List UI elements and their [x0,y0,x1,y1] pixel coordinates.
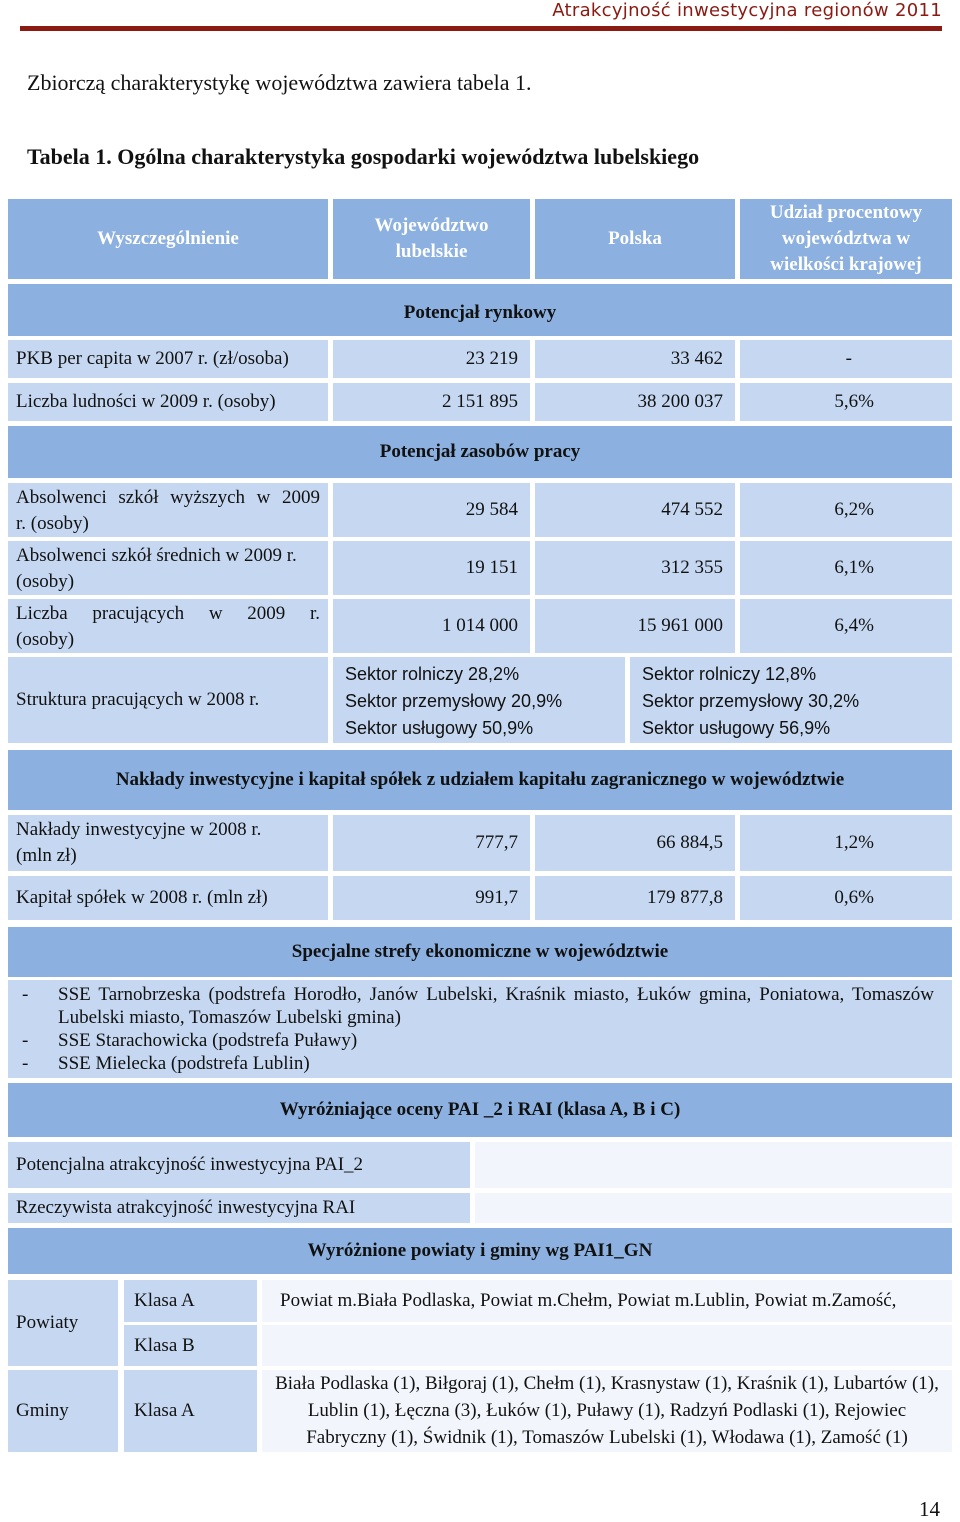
intro-text: Zbiorczą charakterystykę województwa zawiera tabela 1. [27,70,532,95]
column-header-wyszczegolnienie: Wyszczególnienie [8,199,328,279]
gminy-class-a-value: Biała Podlaska (1), Biłgoraj (1), Chełm (1), Krasnystaw (1), Kraśnik (1), Lubartów (1), Lublin (1), Łęczna (3), Łuków (1), Puławy (1), Radzyń Podlaski (1), Rejowiec Fabryczny (1), Świdnik (1), Tomaszów Lubelski (1), Włodawa (1), Zamość (1) [262,1370,952,1452]
row-higher-grads-region: 29 584 [333,483,530,537]
powiaty-class-b: Klasa B [124,1325,257,1366]
row-population-region: 2 151 895 [333,383,530,421]
row-higher-grads-poland: 474 552 [535,483,735,537]
row-employed-share: 6,4% [740,599,952,653]
gminy-label: Gminy [8,1370,118,1452]
structure-region-agri: Sektor rolniczy 28,2% [345,664,520,684]
row-label-employed-line2: (osoby) [16,629,75,650]
row-investment-poland: 66 884,5 [535,815,735,871]
row-label-pai2: Potencjalna atrakcyjność inwestycyjna PAI_2 [8,1142,470,1188]
row-investment-region: 777,7 [333,815,530,871]
row-rai-value [475,1193,952,1223]
row-secondary-grads-region: 19 151 [333,541,530,595]
row-label-employed [8,599,328,653]
row-pkb-share: - [740,340,952,378]
row-employed-region: 1 014 000 [333,599,530,653]
header-rule [20,26,942,31]
column-header-polska: Polska [535,199,735,279]
row-label-higher-grads [8,483,328,537]
row-secondary-grads-poland: 312 355 [535,541,735,595]
row-label-investment-line2: (mln zł) [16,845,77,866]
powiaty-label: Powiaty [8,1280,118,1366]
running-header-title: Atrakcyjność inwestycyjna regionów 2011 [552,0,942,21]
section-powiaty: Wyróżnione powiaty i gminy wg PAI1_GN [8,1228,952,1274]
row-label-pkb: PKB per capita w 2007 r. (zł/osoba) [8,340,328,378]
row-label-secondary-grads-line1: Absolwenci szkół średnich w 2009 r. [16,545,297,566]
row-investment-share: 1,2% [740,815,952,871]
structure-region-industry: Sektor przemysłowy 20,9% [345,691,563,711]
sse-item-starachowicka: - SSE Starachowicka (podstrefa Puławy) [22,1030,358,1051]
row-label-employed-line1: Liczba pracujących w 2009 r. [16,603,320,624]
row-label-structure: Struktura pracujących w 2008 r. [8,657,328,743]
row-population-share: 5,6% [740,383,952,421]
section-labor: Potencjał zasobów pracy [8,426,952,478]
structure-poland-services: Sektor usługowy 56,9% [642,718,831,738]
structure-poland-agri: Sektor rolniczy 12,8% [642,664,817,684]
row-label-capital: Kapitał spółek w 2008 r. (mln zł) [8,876,328,920]
row-label-secondary-grads-line2: (osoby) [16,571,75,592]
column-header-region: Województwo lubelskie [333,199,530,279]
sse-item-mielecka: - SSE Mielecka (podstrefa Lublin) [22,1053,310,1074]
row-pkb-region: 23 219 [333,340,530,378]
sse-list [8,980,952,1078]
structure-poland [630,657,952,743]
row-higher-grads-share: 6,2% [740,483,952,537]
column-header-share: Udział procentowy województwa w wielkości krajowej [740,199,952,279]
row-label-investment-line1: Nakłady inwestycyjne w 2008 r. [16,819,262,840]
row-label-higher-grads-line1: Absolwenci szkół wyższych w 2009 [16,487,320,508]
powiaty-class-a: Klasa A [124,1280,257,1322]
row-capital-share: 0,6% [740,876,952,920]
row-label-rai: Rzeczywista atrakcyjność inwestycyjna RAI [8,1193,470,1223]
structure-poland-industry: Sektor przemysłowy 30,2% [642,691,860,711]
structure-region [333,657,625,743]
powiaty-class-b-value [262,1325,952,1366]
table-caption: Tabela 1. Ogólna charakterystyka gospodarki województwa lubelskiego [27,144,700,169]
sse-item-tarnobrzeska: - SSE Tarnobrzeska (podstrefa Horodło, Janów Lubelski, Kraśnik miasto, Łuków gmina, Poniatowa, Tomaszów Lubelski miasto, Tomaszów Lubelski gmina) [22,984,934,1028]
row-secondary-grads-share: 6,1% [740,541,952,595]
section-sse: Specjalne strefy ekonomiczne w województwie [8,927,952,977]
page-number: 14 [919,1497,940,1521]
row-population-poland: 38 200 037 [535,383,735,421]
row-label-population: Liczba ludności w 2009 r. (osoby) [8,383,328,421]
row-capital-poland: 179 877,8 [535,876,735,920]
row-employed-poland: 15 961 000 [535,599,735,653]
row-label-investment [8,815,328,871]
row-pai2-value [475,1142,952,1188]
row-label-higher-grads-line2: r. (osoby) [16,513,89,534]
powiaty-class-a-value: Powiat m.Biała Podlaska, Powiat m.Chełm, Powiat m.Lublin, Powiat m.Zamość, [262,1280,952,1322]
row-label-secondary-grads [8,541,328,595]
gminy-class-a: Klasa A [124,1370,257,1452]
row-pkb-poland: 33 462 [535,340,735,378]
structure-region-services: Sektor usługowy 50,9% [345,718,534,738]
section-market: Potencjał rynkowy [8,284,952,336]
section-invest: Nakłady inwestycyjne i kapitał spółek z udziałem kapitału zagranicznego w województwie [8,750,952,810]
section-pai: Wyróżniające oceny PAI _2 i RAI (klasa A, B i C) [8,1083,952,1137]
row-capital-region: 991,7 [333,876,530,920]
